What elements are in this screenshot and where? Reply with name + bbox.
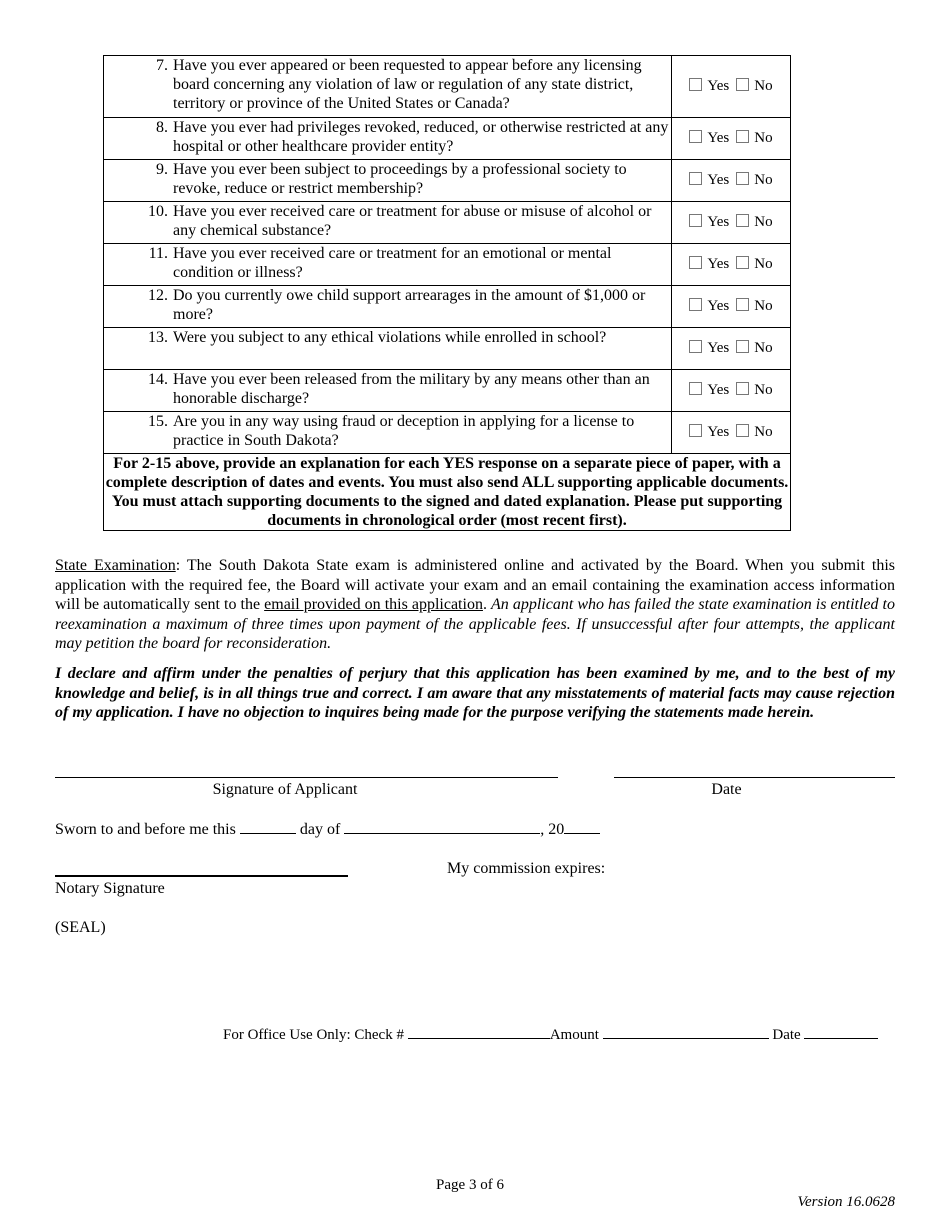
yes-checkbox[interactable] — [689, 340, 702, 353]
yes-label: Yes — [707, 340, 730, 356]
sworn-month-blank[interactable] — [344, 833, 540, 834]
no-checkbox[interactable] — [736, 340, 749, 353]
question-number: 10. — [148, 203, 168, 220]
no-checkbox[interactable] — [736, 172, 749, 185]
check-number-blank[interactable] — [408, 1038, 550, 1039]
no-checkbox[interactable] — [736, 298, 749, 311]
office-use-check-label: For Office Use Only: Check # — [223, 1027, 404, 1043]
no-label: No — [754, 172, 773, 188]
question-row — [104, 160, 791, 202]
applicant-signature-line[interactable] — [55, 777, 558, 778]
yes-label: Yes — [707, 214, 730, 230]
question-row — [104, 286, 791, 328]
yes-no-options — [672, 328, 791, 370]
question-text: Are you in any way using fraud or deception in applying for a license to practice in South Dakota? — [173, 413, 635, 449]
email-reference: email provided on this application — [264, 596, 483, 613]
question-row — [104, 370, 791, 412]
question-number: 9. — [156, 161, 168, 178]
yes-checkbox[interactable] — [689, 424, 702, 437]
state-examination-paragraph — [55, 556, 895, 654]
version-label: Version 16.0628 — [797, 1194, 895, 1210]
question-text: Have you ever been subject to proceedings by a professional society to revoke, reduce or restrict membership? — [173, 161, 627, 197]
no-label: No — [754, 424, 773, 440]
yes-no-options — [672, 118, 791, 160]
yes-checkbox[interactable] — [689, 78, 702, 91]
yes-label: Yes — [707, 172, 730, 188]
yes-label: Yes — [707, 130, 730, 146]
yes-checkbox[interactable] — [689, 256, 702, 269]
question-number: 8. — [156, 119, 168, 136]
yes-no-options — [672, 160, 791, 202]
office-use-section — [223, 1027, 878, 1044]
yes-no-options — [672, 370, 791, 412]
office-date-blank[interactable] — [804, 1038, 878, 1039]
yes-no-options — [672, 412, 791, 454]
no-label: No — [754, 78, 773, 94]
question-text: Have you ever received care or treatment for an emotional or mental condition or illness? — [173, 245, 612, 281]
sworn-year-blank[interactable] — [564, 833, 600, 834]
no-checkbox[interactable] — [736, 424, 749, 437]
no-checkbox[interactable] — [736, 130, 749, 143]
no-label: No — [754, 298, 773, 314]
declaration: I declare and affirm under the penalties of perjury that this application has been examined by me, and to the best of my knowledge and belief, is in all things true and correct. I am aware that any misstatements of material facts may cause rejection of my application. I have no objection to inquires being made for the purpose verifying the statements made herein. — [55, 665, 895, 721]
question-row — [104, 56, 791, 118]
signature-of-applicant-label: Signature of Applicant — [212, 781, 358, 798]
question-number: 14. — [148, 371, 168, 388]
yes-no-options — [672, 286, 791, 328]
sworn-day-of-text: day of — [299, 821, 341, 838]
sworn-text: Sworn to and before me this — [55, 821, 236, 838]
question-row — [104, 244, 791, 286]
yes-checkbox[interactable] — [689, 172, 702, 185]
question-text: Have you ever been released from the military by any means other than an honorable discharge? — [173, 371, 650, 407]
page-number: Page 3 of 6 — [436, 1177, 504, 1193]
seal-label: (SEAL) — [55, 919, 106, 936]
question-text: Have you ever received care or treatment for abuse or misuse of alcohol or any chemical substance? — [173, 203, 652, 239]
question-number: 12. — [148, 287, 168, 304]
no-label: No — [754, 256, 773, 272]
yes-no-options — [672, 202, 791, 244]
yes-checkbox[interactable] — [689, 130, 702, 143]
question-number: 13. — [148, 329, 168, 346]
no-label: No — [754, 214, 773, 230]
no-checkbox[interactable] — [736, 256, 749, 269]
amount-blank[interactable] — [603, 1038, 769, 1039]
date-label: Date — [711, 781, 742, 798]
explanation-note: For 2-15 above, provide an explanation for each YES response on a separate piece of paper, with a complete description of dates and events. You must also send ALL supporting applicable documents. You must attach supporting documents to the signed and dated explanation. Please put supporting documents in chronological order (most recent first). — [104, 454, 791, 531]
no-label: No — [754, 130, 773, 146]
no-checkbox[interactable] — [736, 382, 749, 395]
yes-label: Yes — [707, 78, 730, 94]
yes-label: Yes — [707, 256, 730, 272]
question-row — [104, 118, 791, 160]
no-checkbox[interactable] — [736, 214, 749, 227]
question-text: Do you currently owe child support arrearages in the amount of $1,000 or more? — [173, 287, 646, 323]
reexamination-note: An applicant who has failed the state examination is entitled to reexamination a maximum of three times upon payment of the applicable fees. If unsuccessful after four attempts, the applicant may petition the board for reconsideration. — [55, 596, 896, 652]
yes-checkbox[interactable] — [689, 214, 702, 227]
notary-signature-label: Notary Signature — [55, 880, 165, 897]
office-amount-label: Amount — [549, 1027, 599, 1043]
commission-expires-label: My commission expires: — [447, 860, 606, 877]
yes-label: Yes — [707, 424, 730, 440]
questions-table — [103, 55, 791, 531]
notary-signature-line[interactable] — [55, 875, 348, 877]
question-text: Were you subject to any ethical violations while enrolled in school? — [173, 329, 607, 346]
explanation-row — [104, 454, 791, 531]
question-number: 7. — [156, 57, 168, 74]
no-checkbox[interactable] — [736, 78, 749, 91]
no-label: No — [754, 382, 773, 398]
exam-text: : The South Dakota State exam is administered online and activated by the Board. When you submit this application with the required fee, the Board will activate your exam and an email containing the examination access information will be automatically sent to the — [55, 557, 896, 613]
question-number: 11. — [148, 245, 168, 262]
question-row — [104, 328, 791, 370]
yes-label: Yes — [707, 382, 730, 398]
office-date-label: Date — [772, 1027, 801, 1043]
yes-no-options — [672, 56, 791, 118]
sworn-statement — [55, 821, 600, 839]
signature-date-line[interactable] — [614, 777, 895, 778]
sworn-year-prefix: , 20 — [540, 821, 565, 838]
question-row — [104, 412, 791, 454]
sworn-day-blank[interactable] — [240, 833, 296, 834]
yes-no-options — [672, 244, 791, 286]
question-text: Have you ever appeared or been requested to appear before any licensing board concerning any violation of law or regulation of any state district, territory or province of the United States or Canada? — [173, 57, 642, 112]
question-row — [104, 202, 791, 244]
question-number: 15. — [148, 413, 168, 430]
yes-checkbox[interactable] — [689, 382, 702, 395]
yes-checkbox[interactable] — [689, 298, 702, 311]
state-examination-heading: State Examination — [55, 557, 176, 574]
question-text: Have you ever had privileges revoked, reduced, or otherwise restricted at any hospital or other healthcare provider entity? — [173, 119, 669, 155]
exam-text-separator: . — [482, 596, 492, 613]
yes-label: Yes — [707, 298, 730, 314]
no-label: No — [754, 340, 773, 356]
